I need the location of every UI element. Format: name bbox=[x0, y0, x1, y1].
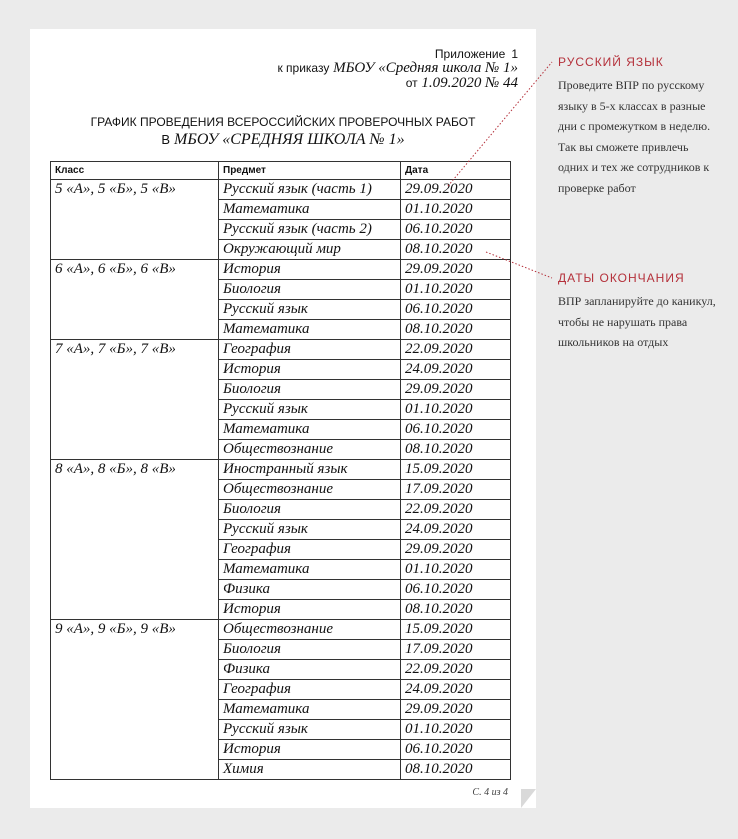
subject-cell: География bbox=[219, 340, 401, 360]
date-cell: 29.09.2020 bbox=[401, 180, 511, 200]
date-cell: 22.09.2020 bbox=[401, 500, 511, 520]
date-cell: 29.09.2020 bbox=[401, 260, 511, 280]
date-cell: 06.10.2020 bbox=[401, 580, 511, 600]
subject-cell: Математика bbox=[219, 420, 401, 440]
date-cell: 24.09.2020 bbox=[401, 360, 511, 380]
subject-cell: Русский язык bbox=[219, 300, 401, 320]
subject-cell: Русский язык (часть 1) bbox=[219, 180, 401, 200]
callout-line-russian-language bbox=[448, 62, 552, 186]
subject-cell: Математика bbox=[219, 560, 401, 580]
date-cell: 01.10.2020 bbox=[401, 560, 511, 580]
date-cell: 24.09.2020 bbox=[401, 520, 511, 540]
page-number: С. 4 из 4 bbox=[472, 787, 508, 798]
date-cell: 06.10.2020 bbox=[401, 300, 511, 320]
date-cell: 22.09.2020 bbox=[401, 660, 511, 680]
subject-cell: Иностранный язык bbox=[219, 460, 401, 480]
subject-cell: История bbox=[219, 360, 401, 380]
date-cell: 08.10.2020 bbox=[401, 240, 511, 260]
date-cell: 01.10.2020 bbox=[401, 280, 511, 300]
date-cell: 06.10.2020 bbox=[401, 420, 511, 440]
subject-cell: Обществознание bbox=[219, 440, 401, 460]
column-header-date: Дата bbox=[401, 162, 511, 180]
subject-cell: История bbox=[219, 600, 401, 620]
subject-cell: Математика bbox=[219, 320, 401, 340]
subject-cell: Русский язык bbox=[219, 720, 401, 740]
date-cell: 15.09.2020 bbox=[401, 460, 511, 480]
date-cell: 15.09.2020 bbox=[401, 620, 511, 640]
date-cell: 22.09.2020 bbox=[401, 340, 511, 360]
class-cell: 5 «А», 5 «Б», 5 «В» bbox=[51, 180, 219, 260]
subject-cell: Биология bbox=[219, 500, 401, 520]
subject-cell: Математика bbox=[219, 200, 401, 220]
date-cell: 08.10.2020 bbox=[401, 600, 511, 620]
class-cell: 6 «А», 6 «Б», 6 «В» bbox=[51, 260, 219, 340]
sidenote-heading: ДАТЫ ОКОНЧАНИЯ bbox=[558, 271, 685, 285]
sidenote-heading: РУССКИЙ ЯЗЫК bbox=[558, 55, 664, 69]
subject-cell: Биология bbox=[219, 280, 401, 300]
date-cell: 01.10.2020 bbox=[401, 400, 511, 420]
subject-cell: Математика bbox=[219, 700, 401, 720]
sidenote-text: ВПР запланируйте до каникул, чтобы не нарушать права школьников на отдых bbox=[558, 294, 716, 349]
document-subtitle: В МБОУ «СРЕДНЯЯ ШКОЛА № 1» bbox=[161, 131, 405, 148]
appendix-order-reference: к приказу МБОУ «Средняя школа № 1» bbox=[277, 60, 518, 76]
date-cell: 01.10.2020 bbox=[401, 200, 511, 220]
date-cell: 08.10.2020 bbox=[401, 320, 511, 340]
subject-cell: Русский язык (часть 2) bbox=[219, 220, 401, 240]
subject-cell: Химия bbox=[219, 760, 401, 780]
date-cell: 08.10.2020 bbox=[401, 760, 511, 780]
subject-cell: География bbox=[219, 680, 401, 700]
column-header-class: Класс bbox=[51, 162, 219, 180]
subject-cell: Биология bbox=[219, 380, 401, 400]
document-title: ГРАФИК ПРОВЕДЕНИЯ ВСЕРОССИЙСКИХ ПРОВЕРОЧНЫХ РАБОТ bbox=[90, 115, 476, 129]
date-cell: 29.09.2020 bbox=[401, 700, 511, 720]
subject-cell: Обществознание bbox=[219, 480, 401, 500]
date-cell: 06.10.2020 bbox=[401, 740, 511, 760]
column-header-subject: Предмет bbox=[219, 162, 401, 180]
subject-cell: Обществознание bbox=[219, 620, 401, 640]
callout-line-end-dates bbox=[486, 252, 552, 278]
class-cell: 9 «А», 9 «Б», 9 «В» bbox=[51, 620, 219, 780]
date-cell: 24.09.2020 bbox=[401, 680, 511, 700]
date-cell: 29.09.2020 bbox=[401, 540, 511, 560]
date-cell: 17.09.2020 bbox=[401, 640, 511, 660]
date-cell: 08.10.2020 bbox=[401, 440, 511, 460]
date-cell: 01.10.2020 bbox=[401, 720, 511, 740]
date-cell: 17.09.2020 bbox=[401, 480, 511, 500]
subject-cell: Русский язык bbox=[219, 520, 401, 540]
date-cell: 06.10.2020 bbox=[401, 220, 511, 240]
subject-cell: История bbox=[219, 740, 401, 760]
sidenote-text: Проведите ВПР по русскому языку в 5-х классах в разные дни с промежутком в неделю. Так вы сможете привлечь одних и тех же сотрудников к проверке работ bbox=[558, 78, 711, 195]
subject-cell: География bbox=[219, 540, 401, 560]
appendix-label: Приложение 1 bbox=[434, 47, 518, 61]
class-cell: 8 «А», 8 «Б», 8 «В» bbox=[51, 460, 219, 620]
subject-cell: Русский язык bbox=[219, 400, 401, 420]
subject-cell: Физика bbox=[219, 660, 401, 680]
subject-cell: Окружающий мир bbox=[219, 240, 401, 260]
subject-cell: Биология bbox=[219, 640, 401, 660]
appendix-order-date: от 1.09.2020 № 44 bbox=[405, 75, 518, 91]
subject-cell: Физика bbox=[219, 580, 401, 600]
date-cell: 29.09.2020 bbox=[401, 380, 511, 400]
subject-cell: История bbox=[219, 260, 401, 280]
class-cell: 7 «А», 7 «Б», 7 «В» bbox=[51, 340, 219, 460]
